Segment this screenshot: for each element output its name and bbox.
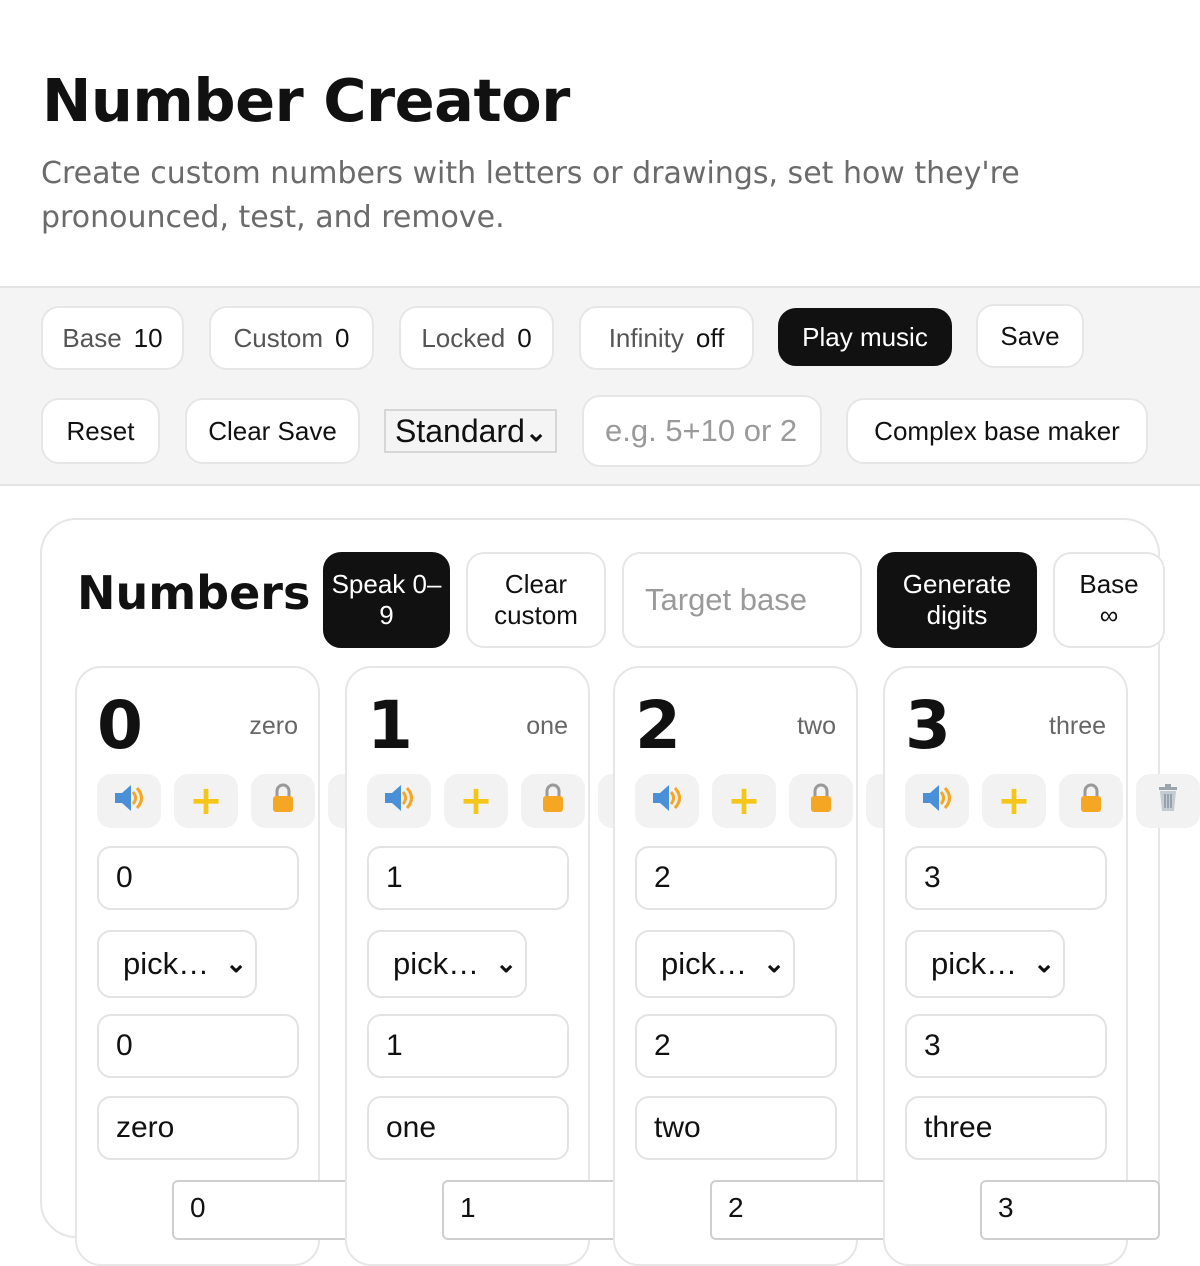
- add-button[interactable]: [982, 774, 1046, 828]
- plus-icon: +: [727, 778, 761, 824]
- number-card: [345, 666, 590, 1266]
- drawing-select-value: pick…: [931, 946, 1018, 981]
- value-input[interactable]: 0: [97, 1014, 299, 1078]
- reset-button[interactable]: Reset: [41, 398, 160, 464]
- digit-word: three: [1049, 712, 1106, 740]
- base-stat-label: Base: [62, 322, 122, 353]
- speak-digit-button[interactable]: [97, 774, 161, 828]
- speaker-icon: [383, 783, 415, 820]
- lock-icon: [271, 783, 295, 820]
- generate-digits-button[interactable]: Generate digits: [877, 552, 1037, 648]
- page-title: Number Creator: [42, 66, 570, 135]
- chevron-down-icon: ⌄: [1033, 948, 1055, 978]
- expression-input[interactable]: e.g. 5+10 or 2: [582, 395, 822, 467]
- infinity-stat-label: Infinity: [608, 322, 684, 353]
- drawing-select-value: pick…: [393, 946, 480, 981]
- add-button[interactable]: [712, 774, 776, 828]
- drawing-select[interactable]: [635, 930, 795, 998]
- value-input[interactable]: 1: [367, 1014, 569, 1078]
- lock-button[interactable]: [789, 774, 853, 828]
- page-subtitle: Create custom numbers with letters or drawings, set how they're pronounced, test, and remove.: [41, 156, 1020, 235]
- speaker-icon: [921, 783, 953, 820]
- page-header: [0, 0, 1200, 286]
- target-base-input[interactable]: Target base: [622, 552, 862, 648]
- custom-stat: [209, 306, 374, 370]
- digit-word: two: [797, 712, 836, 740]
- symbol-input[interactable]: 0: [97, 846, 299, 910]
- delete-button[interactable]: [1136, 774, 1200, 828]
- number-card: [613, 666, 858, 1266]
- mode-select-value: Standard: [395, 412, 525, 449]
- base-infinity-button[interactable]: Base ∞: [1053, 552, 1165, 648]
- lock-icon: [809, 783, 833, 820]
- symbol-input[interactable]: 2: [635, 846, 837, 910]
- drawing-select[interactable]: [97, 930, 257, 998]
- lock-button[interactable]: [251, 774, 315, 828]
- drawing-select-value: pick…: [661, 946, 748, 981]
- clear-custom-button[interactable]: Clear custom: [466, 552, 606, 648]
- drawing-select-value: pick…: [123, 946, 210, 981]
- base-stat-value: 10: [133, 322, 163, 353]
- lock-icon: [1079, 783, 1103, 820]
- numbers-panel: [40, 518, 1160, 1238]
- test-input[interactable]: 2: [710, 1180, 890, 1240]
- infinity-stat: [579, 306, 754, 370]
- speak-digit-button[interactable]: [905, 774, 969, 828]
- custom-stat-label: Custom: [233, 322, 324, 353]
- symbol-input[interactable]: 1: [367, 846, 569, 910]
- pronunciation-input[interactable]: one: [367, 1096, 569, 1160]
- lock-icon: [541, 783, 565, 820]
- plus-icon: +: [997, 778, 1031, 824]
- speaker-icon: [651, 783, 683, 820]
- speak-digit-button[interactable]: [367, 774, 431, 828]
- number-card: [883, 666, 1128, 1266]
- chevron-down-icon: ⌄: [225, 948, 247, 978]
- plus-icon: +: [459, 778, 493, 824]
- digit-glyph: 2: [635, 687, 681, 764]
- speak-button[interactable]: Speak 0–9: [323, 552, 450, 648]
- locked-stat: [399, 306, 554, 370]
- number-card: [75, 666, 320, 1266]
- speaker-icon: [113, 783, 145, 820]
- base-stat: [41, 306, 184, 370]
- pronunciation-input[interactable]: zero: [97, 1096, 299, 1160]
- clear-save-button[interactable]: Clear Save: [185, 398, 360, 464]
- add-button[interactable]: [444, 774, 508, 828]
- locked-stat-label: Locked: [421, 322, 506, 353]
- symbol-input[interactable]: 3: [905, 846, 1107, 910]
- digit-glyph: 1: [367, 687, 413, 764]
- pronunciation-input[interactable]: three: [905, 1096, 1107, 1160]
- value-input[interactable]: 3: [905, 1014, 1107, 1078]
- digit-glyph: 0: [97, 687, 143, 764]
- drawing-select[interactable]: [367, 930, 527, 998]
- digit-word: zero: [249, 712, 298, 740]
- numbers-title: Numbers: [77, 566, 311, 620]
- chevron-down-icon: ⌄: [495, 948, 517, 978]
- test-input[interactable]: 1: [442, 1180, 622, 1240]
- chevron-down-icon: ⌄: [525, 417, 547, 447]
- save-button[interactable]: Save: [976, 304, 1084, 368]
- test-input[interactable]: 0: [172, 1180, 352, 1240]
- custom-stat-value: 0: [335, 322, 350, 353]
- lock-button[interactable]: [1059, 774, 1123, 828]
- chevron-down-icon: ⌄: [763, 948, 785, 978]
- play-music-button[interactable]: Play music: [778, 308, 952, 366]
- drawing-select[interactable]: [905, 930, 1065, 998]
- complex-base-maker-button[interactable]: Complex base maker: [846, 398, 1148, 464]
- add-button[interactable]: [174, 774, 238, 828]
- value-input[interactable]: 2: [635, 1014, 837, 1078]
- digit-word: one: [526, 712, 568, 740]
- pronunciation-input[interactable]: two: [635, 1096, 837, 1160]
- trash-icon: [1156, 783, 1180, 820]
- lock-button[interactable]: [521, 774, 585, 828]
- plus-icon: +: [189, 778, 223, 824]
- locked-stat-value: 0: [517, 322, 532, 353]
- test-input[interactable]: 3: [980, 1180, 1160, 1240]
- speak-digit-button[interactable]: [635, 774, 699, 828]
- mode-select[interactable]: [384, 409, 557, 453]
- digit-glyph: 3: [905, 687, 951, 764]
- infinity-stat-value: off: [695, 322, 725, 353]
